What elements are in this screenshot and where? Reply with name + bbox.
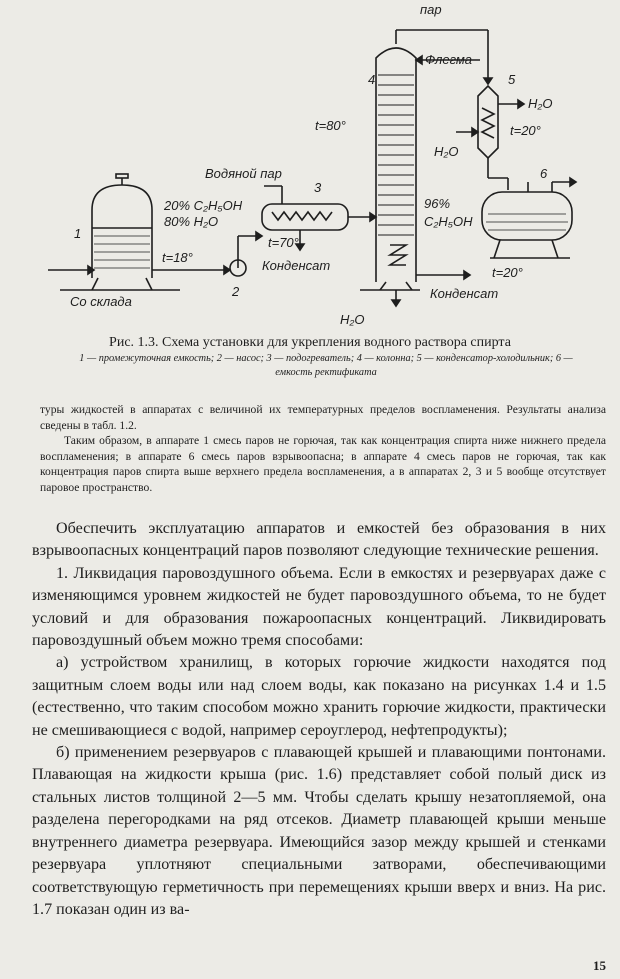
label-n2: 2 — [232, 284, 240, 299]
label-h2o-in: H₂O — [434, 144, 459, 159]
label-kondensat-2: Конденсат — [430, 286, 499, 301]
paragraph: 1. Ликвидация паровоздушного объема. Если в емкостях и резервуарах даже с изменяющимся уровнем жидкостей не будет паровоздушного объема, то не будет условий и для образования пожароопасных концентраций. Ликвидировать паровоздушный объем можно тремя способами: — [32, 564, 606, 650]
vessel-1 — [92, 185, 152, 278]
label-vodyanoy-par: Водяной пар — [205, 166, 282, 181]
label-kondensat-1: Конденсат — [262, 258, 331, 273]
label-h2o-80: 80% H₂O — [164, 214, 219, 229]
label-par: пар — [420, 2, 442, 17]
page-number: 15 — [593, 958, 606, 973]
label-n6: 6 — [540, 166, 548, 181]
label-h2o-out: H₂O — [528, 96, 553, 111]
label-c2h5oh-20: 20% C₂H₅OH — [164, 198, 243, 213]
label-n5: 5 — [508, 72, 516, 87]
figure-caption-title: Рис. 1.3. Схема установки для укрепления водного раствора спирта — [109, 335, 511, 350]
label-t20b: t=20° — [492, 265, 523, 280]
small-paragraph: Таким образом, в аппарате 1 смесь паров не горючая, так как концентрация спирта ниже нижнего предела воспламенения; в аппарате 6 смесь паров взрывоопасна; в аппарате 4 смесь паров не горючая, так как концентрация паров спирта выше верхнего предела воспламенения, а в аппаратах 2, 3 и 5 вообще отсутствует паровое пространство. — [40, 434, 606, 494]
label-t18: t=18° — [162, 250, 193, 265]
label-t80: t=80° — [315, 118, 346, 133]
small-paragraph: туры жидкостей в аппаратах с величиной их температурных пределов воспламенения. Результаты анализа сведены в табл. 1.2. — [40, 403, 606, 432]
label-96: 96% — [424, 196, 451, 211]
label-n4: 4 — [368, 72, 376, 87]
label-flegma: Флегма — [425, 52, 473, 67]
paragraph: б) применением резервуаров с плавающей крышей и плавающими понтонами. Плавающая на жидкости крыша (рис. 1.6) представляет собой полый диск из стальных листов толщиной 2—5 мм. Чтобы сделать крышу незатопляемой, она разделена перегородками на ряд отсеков. Диаметр плавающей крыши меньше внутреннего диаметра резервуара. Имеющийся зазор между крышей и стенками резервуара уплотняют специальными затворами, обеспечивающими соответствующую герметичность при перемещениях крыши вверх и вниз. На рис. 1.7 показан один из ва- — [32, 744, 606, 918]
condenser-5 — [478, 86, 498, 158]
main-text-block — [32, 518, 606, 921]
label-c2h5oh: C₂H₅OH — [424, 214, 473, 229]
label-h2o-bottom: H₂O — [340, 312, 365, 327]
vessel-6 — [482, 192, 572, 240]
label-t20a: t=20° — [510, 123, 541, 138]
label-n1: 1 — [74, 226, 82, 241]
paragraph: Обеспечить эксплуатацию аппаратов и емкостей без образования в них взрывоопасных концентраций паров позволяют следующие технические решения. — [32, 520, 606, 560]
figure-caption-legend: 1 — промежуточная емкость; 2 — насос; 3 — подогреватель; 4 — колонна; 5 — конденсатор-холодильник; 6 — емкость ректификата — [79, 353, 573, 378]
label-so-sklada: Со склада — [70, 294, 132, 309]
small-text-block — [40, 402, 606, 496]
paragraph: а) устройством хранилищ, в которых горючие жидкости находятся под защитным слоем воды или над слоем воды, как показано на рисунках 1.4 и 1.5 (естественно, что таким способом можно хранить горючие жидкости, практически не смешивающиеся с водой, например сероуглерод, нефтепродукты); — [32, 654, 606, 739]
label-t70: t=70° — [268, 235, 299, 250]
label-n3: 3 — [314, 180, 322, 195]
figure-diagram — [0, 0, 620, 330]
